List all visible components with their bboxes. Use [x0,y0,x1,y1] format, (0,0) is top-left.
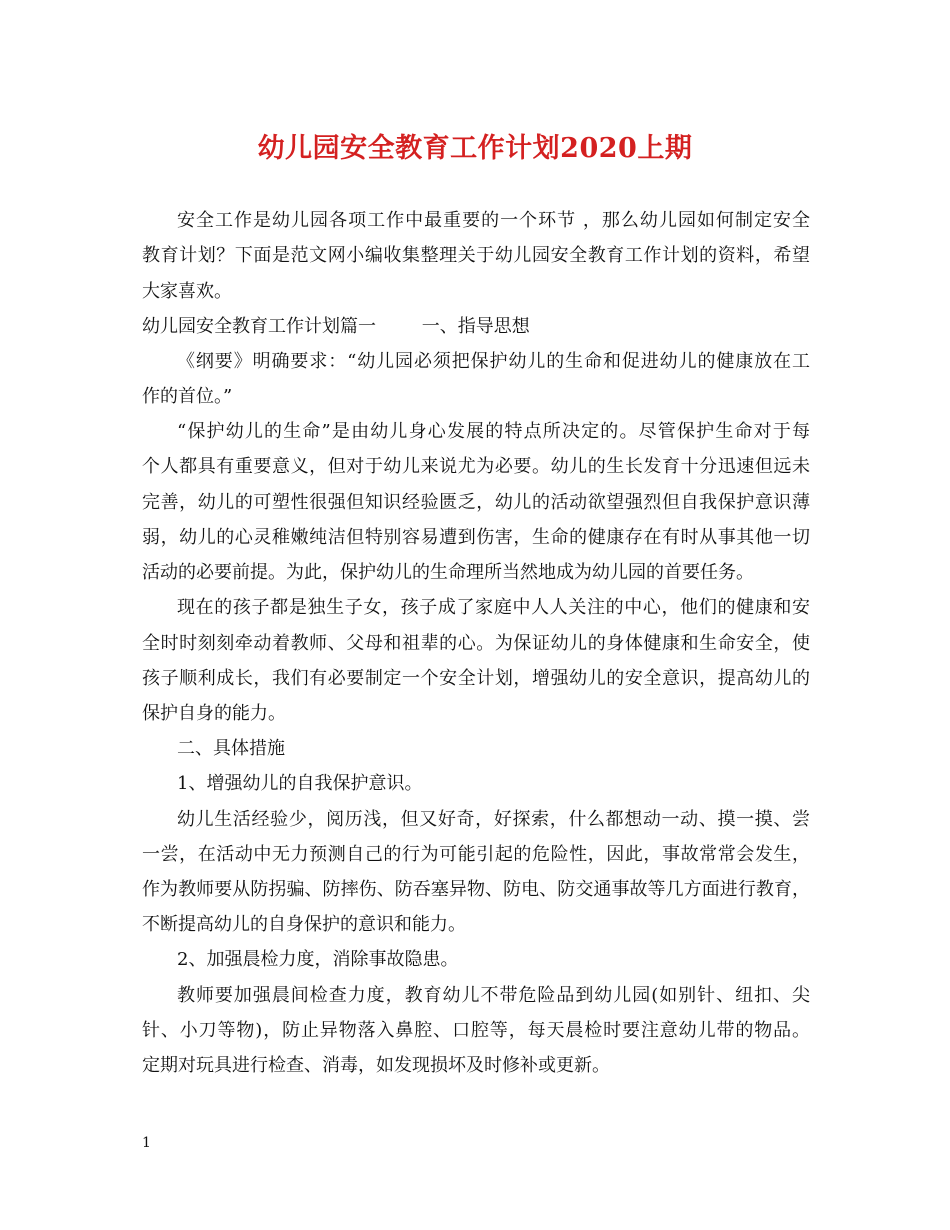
paragraph-line: 现在的孩子都是独生子女，孩子成了家庭中人人关注的中心，他们的健康和安 [177,597,810,618]
paragraph-line: 安全工作是幼儿园各项工作中最重要的一个环节 ，那么幼儿园如何制定安全 [177,210,810,231]
paragraph-line: 不断提高幼儿的自身保护的意识和能力。 [142,914,466,935]
paragraph-line: 一尝，在活动中无力预测自己的行为可能引起的危险性，因此，事故常常会发生， [142,844,810,865]
paragraph-line: 保护自身的能力。 [142,703,286,724]
paragraph-line: 针、小刀等物)，防止异物落入鼻腔、口腔等，每天晨检时要注意幼儿带的物品。 [142,1020,810,1041]
paragraph-line: 幼儿生活经验少，阅历浅，但又好奇，好探索，什么都想动一动、摸一摸、尝 [177,809,810,830]
paragraph-line: 定期对玩具进行检查、消毒，如发现损坏及时修补或更新。 [142,1055,610,1076]
paragraph-line: 大家喜欢。 [142,281,232,302]
section-heading-line: 幼儿园安全教育工作计划篇一 一、指导思想 [142,316,530,337]
paragraph-line: 教育计划？下面是范文网小编收集整理关于幼儿园安全教育工作计划的资料，希望 [142,245,810,266]
paragraph-line: 《纲要》明确要求：“幼儿园必须把保护幼儿的生命和促进幼儿的健康放在工 [177,351,810,372]
paragraph-line: 孩子顺利成长，我们有必要制定一个安全计划，增强幼儿的安全意识，提高幼儿的 [142,668,810,689]
paragraph-line: 作的首位。” [142,386,233,407]
paragraph-line: 弱，幼儿的心灵稚嫩纯洁但特别容易遭到伤害，生命的健康存在有时从事其他一切 [142,527,810,548]
paragraph-line: 活动的必要前提。为此，保护幼儿的生命理所当然地成为幼儿园的首要任务。 [142,562,754,583]
subsection-heading: 2、加强晨检力度，消除事故隐患。 [177,949,459,970]
paragraph-line: 完善，幼儿的可塑性很强但知识经验匮乏，幼儿的活动欲望强烈但自我保护意识薄 [142,492,810,513]
paragraph-line: “保护幼儿的生命”是由幼儿身心发展的特点所决定的。尽管保护生命对于每 [177,421,810,442]
subsection-heading: 1、增强幼儿的自我保护意识。 [177,773,423,794]
section-heading: 二、具体措施 [177,738,285,759]
page-number: 1 [142,1135,151,1151]
paragraph-line: 全时时刻刻牵动着教师、父母和祖辈的心。为保证幼儿的身体健康和生命安全，使 [142,633,810,654]
paragraph-line: 个人都具有重要意义，但对于幼儿来说尤为必要。幼儿的生长发育十分迅速但远未 [142,456,810,477]
document-title: 幼儿园安全教育工作计划2020上期 [257,133,693,164]
paragraph-line: 教师要加强晨间检查力度，教育幼儿不带危险品到幼儿园(如别针、纽扣、尖 [177,985,810,1006]
paragraph-line: 作为教师要从防拐骗、防摔伤、防吞塞异物、防电、防交通事故等几方面进行教育， [142,879,810,900]
